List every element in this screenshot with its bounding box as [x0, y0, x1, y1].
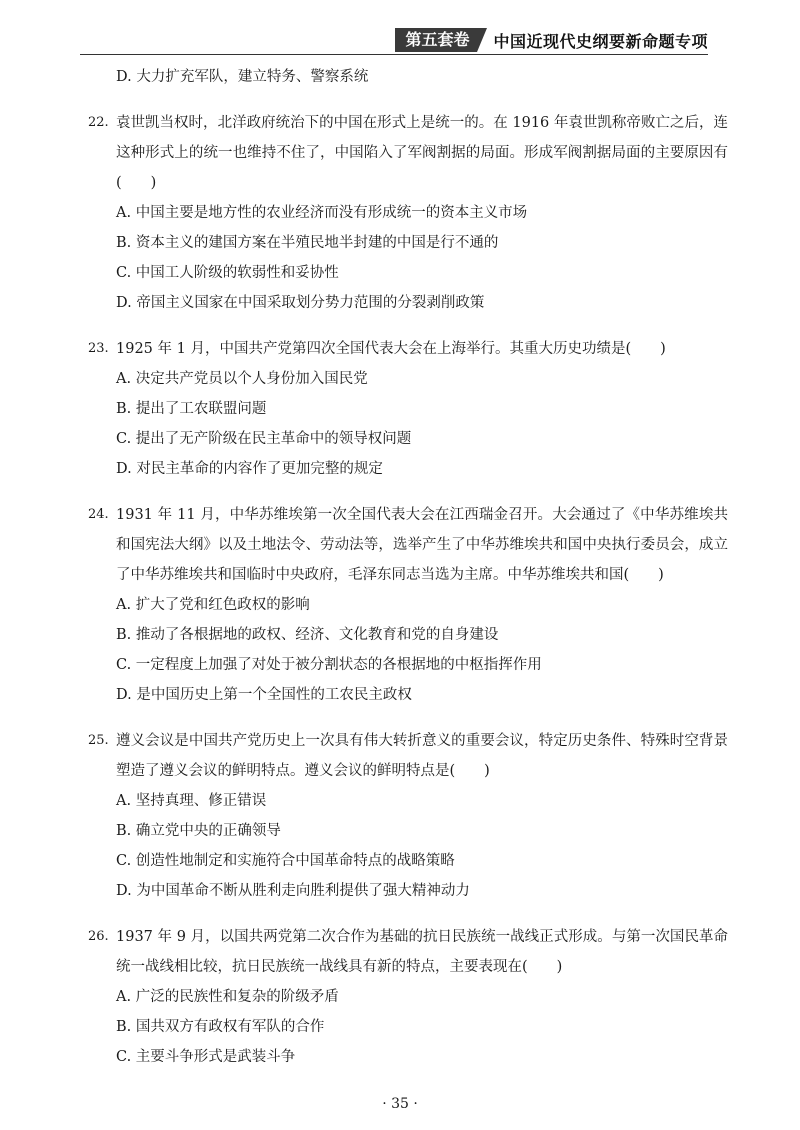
page-number: · 35 · — [382, 1096, 418, 1112]
option-a: A. 扩大了党和红色政权的影响 — [116, 597, 310, 613]
question-26 — [88, 922, 728, 1072]
option-c: C. 一定程度上加强了对处于被分割状态的各根据地的中枢指挥作用 — [116, 657, 542, 673]
page-header — [395, 27, 708, 53]
option-b: B. 推动了各根据地的政权、经济、文化教育和党的自身建设 — [116, 627, 499, 643]
option-d: D. 是中国历史上第一个全国性的工农民主政权 — [116, 687, 412, 703]
option-d: D. 帝国主义国家在中国采取划分势力范围的分裂剥削政策 — [116, 295, 485, 311]
option-d: D. 对民主革命的内容作了更加完整的规定 — [116, 461, 383, 477]
question-24 — [88, 500, 728, 710]
question-22 — [88, 108, 728, 318]
question-stem: 1937 年 9 月，以国共两党第二次合作为基础的抗日民族统一战线正式形成。与第一次国民革命统一战线相比较，抗日民族统一战线具有新的特点，主要表现在( ) — [116, 929, 728, 975]
option-b: B. 资本主义的建国方案在半殖民地半封建的中国是行不通的 — [116, 235, 499, 251]
option-b: B. 国共双方有政权有军队的合作 — [116, 1019, 325, 1035]
option-a: A. 中国主要是地方性的农业经济而没有形成统一的资本主义市场 — [116, 205, 528, 221]
header-title: 中国近现代史纲要新命题专项 — [493, 31, 708, 51]
option-c: C. 中国工人阶级的软弱性和妥协性 — [116, 265, 339, 281]
question-list — [88, 62, 728, 1072]
question-stem: 1925 年 1 月，中国共产党第四次全国代表大会在上海举行。其重大历史功绩是( ) — [116, 341, 666, 357]
option-a: A. 决定共产党员以个人身份加入国民党 — [116, 371, 368, 387]
question-number: 24. — [88, 507, 109, 522]
option-c: C. 创造性地制定和实施符合中国革命特点的战略策略 — [116, 853, 455, 869]
question-stem: 袁世凯当权时，北洋政府统治下的中国在形式上是统一的。在 1916 年袁世凯称帝败亡之后，连这种形式上的统一也维持不住了，中国陷入了军阀割据的局面。形成军阀割据局面的主要原因有( ) — [116, 115, 728, 191]
question-number: 25. — [88, 733, 109, 748]
question-number: 23. — [88, 341, 109, 356]
question-number: 22. — [88, 115, 109, 130]
option-a: A. 广泛的民族性和复杂的阶级矛盾 — [116, 989, 339, 1005]
option-b: B. 提出了工农联盟问题 — [116, 401, 267, 417]
carryover-option: D. 大力扩充军队，建立特务、警察系统 — [116, 69, 369, 85]
option-a: A. 坚持真理、修正错误 — [116, 793, 267, 809]
section-tag: 第五套卷 — [395, 28, 477, 52]
question-number: 26. — [88, 929, 109, 944]
question-25 — [88, 726, 728, 906]
question-stem: 1931 年 11 月，中华苏维埃第一次全国代表大会在江西瑞金召开。大会通过了《中华苏维埃共和国宪法大纲》以及土地法令、劳动法等，选举产生了中华苏维埃共和国中央执行委员会，成立了中华苏维埃共和国临时中央政府，毛泽东同志当选为主席。中华苏维埃共和国( ) — [116, 507, 728, 583]
option-c: C. 主要斗争形式是武装斗争 — [116, 1049, 296, 1065]
option-c: C. 提出了无产阶级在民主革命中的领导权问题 — [116, 431, 412, 447]
option-d: D. 为中国革命不断从胜利走向胜利提供了强大精神动力 — [116, 883, 470, 899]
question-stem: 遵义会议是中国共产党历史上一次具有伟大转折意义的重要会议，特定历史条件、特殊时空背景塑造了遵义会议的鲜明特点。遵义会议的鲜明特点是( ) — [116, 733, 728, 779]
question-23 — [88, 334, 728, 484]
option-b: B. 确立党中央的正确领导 — [116, 823, 281, 839]
header-rule — [80, 54, 708, 55]
